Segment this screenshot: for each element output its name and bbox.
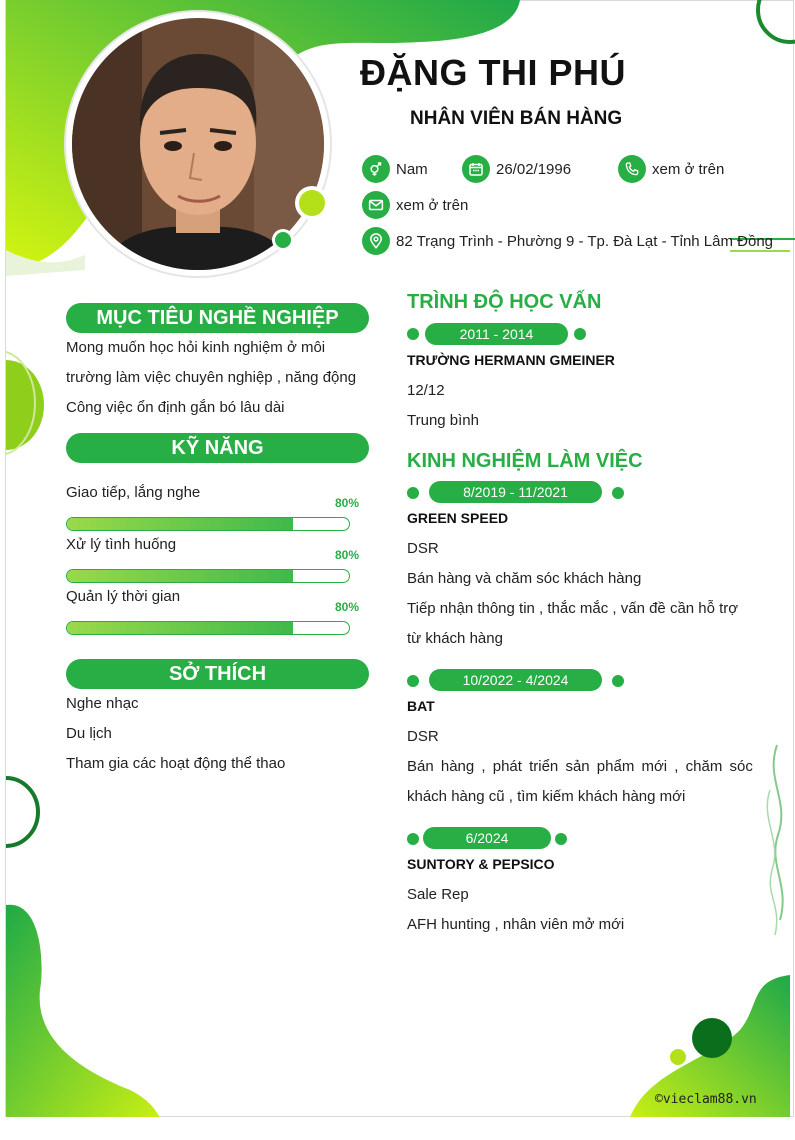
objective-line: Công việc ổn định gắn bó lâu dài <box>66 399 285 416</box>
mail-icon <box>362 191 390 219</box>
email-info <box>362 191 468 219</box>
timeline-dot <box>407 833 419 845</box>
skill-name: Quản lý thời gian <box>66 588 181 605</box>
education-rank: Trung bình <box>407 412 479 429</box>
timeline-dot <box>407 487 419 499</box>
job-description: Bán hàng và chăm sóc khách hàng <box>407 570 642 587</box>
job-description: từ khách hàng <box>407 630 503 647</box>
timeline-dot <box>574 328 586 340</box>
birthday-value: 26/02/1996 <box>496 160 572 178</box>
timeline-dot <box>612 487 624 499</box>
objective-line: Mong muốn học hỏi kinh nghiệm ở môi <box>66 339 326 356</box>
job-company: BAT <box>407 698 435 714</box>
phone-info <box>618 155 724 183</box>
birthday-info <box>462 155 571 183</box>
candidate-name: ĐẶNG THI PHÚ <box>360 52 626 93</box>
job-role: DSR <box>407 540 439 557</box>
job-company: SUNTORY & PEPSICO <box>407 856 555 872</box>
phone-icon <box>618 155 646 183</box>
hobby-item: Tham gia các hoạt động thể thao <box>66 755 286 772</box>
timeline-dot <box>407 328 419 340</box>
objective-line: trường làm việc chuyên nghiệp , năng động <box>66 369 357 386</box>
timeline-dot <box>612 675 624 687</box>
avatar-dots <box>0 0 795 300</box>
school-name: TRƯỜNG HERMANN GMEINER <box>407 352 615 368</box>
calendar-icon <box>462 155 490 183</box>
hobby-item: Nghe nhạc <box>66 695 139 712</box>
location-icon <box>362 227 390 255</box>
job-title: NHÂN VIÊN BÁN HÀNG <box>410 108 623 129</box>
job-company: GREEN SPEED <box>407 510 509 526</box>
gender-icon <box>362 155 390 183</box>
timeline-dot <box>407 675 419 687</box>
objective-heading: MỤC TIÊU NGHỀ NGHIỆP <box>66 303 369 333</box>
skill-bar-fill <box>67 570 293 582</box>
skill-percent: 80% <box>335 600 360 614</box>
education-grade: 12/12 <box>407 382 445 399</box>
job-description: Bán hàng , phát triển sản phẩm mới , chăm sóc <box>407 758 753 775</box>
skill-percent: 80% <box>335 496 360 510</box>
job-description: AFH hunting , nhân viên mở mới <box>407 916 625 933</box>
job-period: 8/2019 - 11/2021 <box>429 481 602 503</box>
job-period: 10/2022 - 4/2024 <box>429 669 602 691</box>
skill-bar <box>66 569 350 583</box>
job-period: 6/2024 <box>423 827 551 849</box>
address-info <box>362 227 773 255</box>
job-role: DSR <box>407 728 439 745</box>
phone-value: xem ở trên <box>652 160 725 178</box>
skill-name: Giao tiếp, lắng nghe <box>66 484 201 501</box>
gender-value: Nam <box>396 160 428 178</box>
email-value: xem ở trên <box>396 196 469 214</box>
skill-name: Xử lý tình huống <box>66 536 177 553</box>
education-heading: TRÌNH ĐỘ HỌC VẤN <box>407 291 602 313</box>
timeline-dot <box>555 833 567 845</box>
gender-info <box>362 155 428 183</box>
skill-bar-fill <box>67 518 293 530</box>
experience-heading: KINH NGHIỆM LÀM VIỆC <box>407 450 643 472</box>
skill-percent: 80% <box>335 548 360 562</box>
skill-bar <box>66 621 350 635</box>
watermark: ©vieclam88.vn <box>655 1092 757 1107</box>
skill-bar <box>66 517 350 531</box>
job-description: khách hàng cũ , tìm kiếm khách hàng mới <box>407 788 686 805</box>
skill-bar-fill <box>67 622 293 634</box>
address-value: 82 Trạng Trình - Phường 9 - Tp. Đà Lạt - Tỉnh Lâm Đồng <box>396 232 774 250</box>
job-description: Tiếp nhận thông tin , thắc mắc , vấn đề cần hỗ trợ <box>407 600 739 617</box>
education-period: 2011 - 2014 <box>425 323 568 345</box>
skills-heading: KỸ NĂNG <box>66 433 369 463</box>
hobbies-heading: SỞ THÍCH <box>66 659 369 689</box>
hobby-item: Du lịch <box>66 725 112 742</box>
job-role: Sale Rep <box>407 886 469 903</box>
